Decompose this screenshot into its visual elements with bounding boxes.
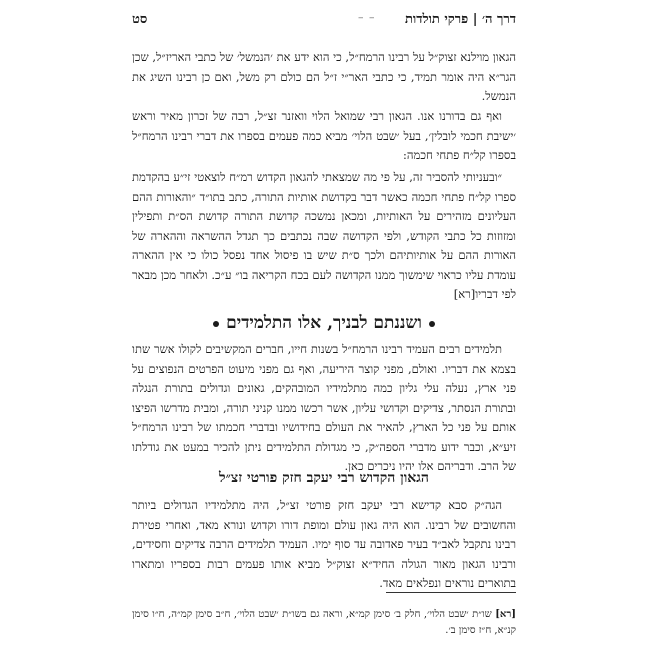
- paragraph-forti: הגה״ק סבא קדישא רבי יעקב חזק פורטי זצ״ל, היה מתלמידיו הגדולים ביותר והחשובים של רבינו. הוא היה גאון עולם ומופת דורו וקדוש ונורא מאד, ואחרי פטירת רבינו נתקבל לאב״ד בעיר פאדובה עד סוף ימיו. העמיד תלמידים הרבה צדיקים וחסידים, ורבינו הגאון מאור הגולה החיד״א זצוק״ל מביא אותו פעמים רבות בספריו ומתארו בתוארים נוראים ונפלאים מאד.: [132, 498, 516, 590]
- footnote-text: שו״ת ׳שבט הלוי׳, חלק ב׳ סימן קמ״א, וראה גם בשו״ת ׳שבט הלוי׳, ח״ב סימן קמ״ה, ח״ו סימן קנ״א, ח״ז סימן ב׳.: [132, 609, 516, 636]
- section-heading: [132, 313, 516, 333]
- bullet-icon: [213, 321, 219, 327]
- footnote: [132, 607, 516, 639]
- footnote-marker: [רא]: [495, 609, 516, 620]
- bullet-icon: [429, 321, 435, 327]
- paragraph-students: תלמידים רבים העמיד רבינו הרמח״ל בשנות חייו, חברים המקשיבים לקולו אשר שתו בצמא את דבריו. ואולם, מפני קוצר היריעה, ואף גם מפני מיעוט הפרטים הנפוצים על פני ארץ, נעלה עלי גליון כמה מתלמידיו המובהקים, גאונים וגדולים בתורת הנגלה ובתורת הנסתר, צדיקים וקדושי עליון, אשר רכשו ממנו קניני תורה, ומבית מדרשו הפיצו אותם על פני כל הארץ, להאיר את העולם בחידושיו ובדברי חכמתו של רבינו הרמח״ל זיע״א, וכבר ידוע מדברי הספה״ק, כי מגדולת התלמידים ניתן להכיר במעט את גודלתו של הרב. ודבריהם אלו יהיו ניכרים כאן.: [132, 342, 516, 473]
- running-header: [132, 9, 516, 31]
- footnote-divider: [386, 592, 516, 593]
- paragraph-vilna-gaon: הגאון מוילנא זצוק״ל על רבינו הרמח״ל, כי הוא ידע את ׳הנמשל׳ של כתבי האריז״ל, שכן הגר״א היה אומר תמיד, כי כתבי האר״י ז״ל הם כולם רק משל, ואם כן רבינו השיג את הנמשל.: [132, 50, 516, 103]
- header-dashes: – –: [358, 11, 376, 24]
- subsection-heading: הגאון הקדוש רבי יעקב חזק פורטי זצ״ל: [219, 470, 429, 486]
- paragraph-quote: ״ובעניותי להסביר זה, על פי מה שמצאתי להגאון הקדוש רמ״ח לוצאטי זי״ע בהקדמת ספרו קל״ח פתחי חכמה כאשר דבר בקדושת אותיות התורה, כתב בתו״ד ״והאורות ההם העליונים מזהירים על האותיות, ומכאן נמשכה קדושת התורה קדושת הס״ת ותפילין ומזוזות כל כתבי הקודש, ולפי הקדושה שבה נכתבים כך תגדל ההשראה וההארה של האורות ההם על אותיותיהם ולכך ס״ת שיש בו פיסול אחד נפסל כולו כי אין ההארה עומדת עליו כראוי שימשוך ממנו הקדושה לעם בכח הקריאה בו״ ע״כ. ולאחר מכן מבאר לפי דבריו[רא]: [132, 170, 516, 301]
- section-heading-text: ושננתם לבניך, אלו התלמידים: [226, 313, 422, 333]
- paragraph-shevet-halevi: ואף גם בדורנו אנו. הגאון רבי שמואל הלוי וואזנר זצ״ל, רבה של זכרון מאיר וראש ׳ישיבת חכמי לובלין׳, בעל ׳שבט הלוי׳ מביא כמה פעמים בספרו את דברי רבינו הרמח״ל בספרו קל״ח פתחי חכמה:: [132, 109, 516, 162]
- page-number: סט: [132, 12, 148, 27]
- running-title: דרך ה׳ | פרקי תולדות: [404, 12, 516, 27]
